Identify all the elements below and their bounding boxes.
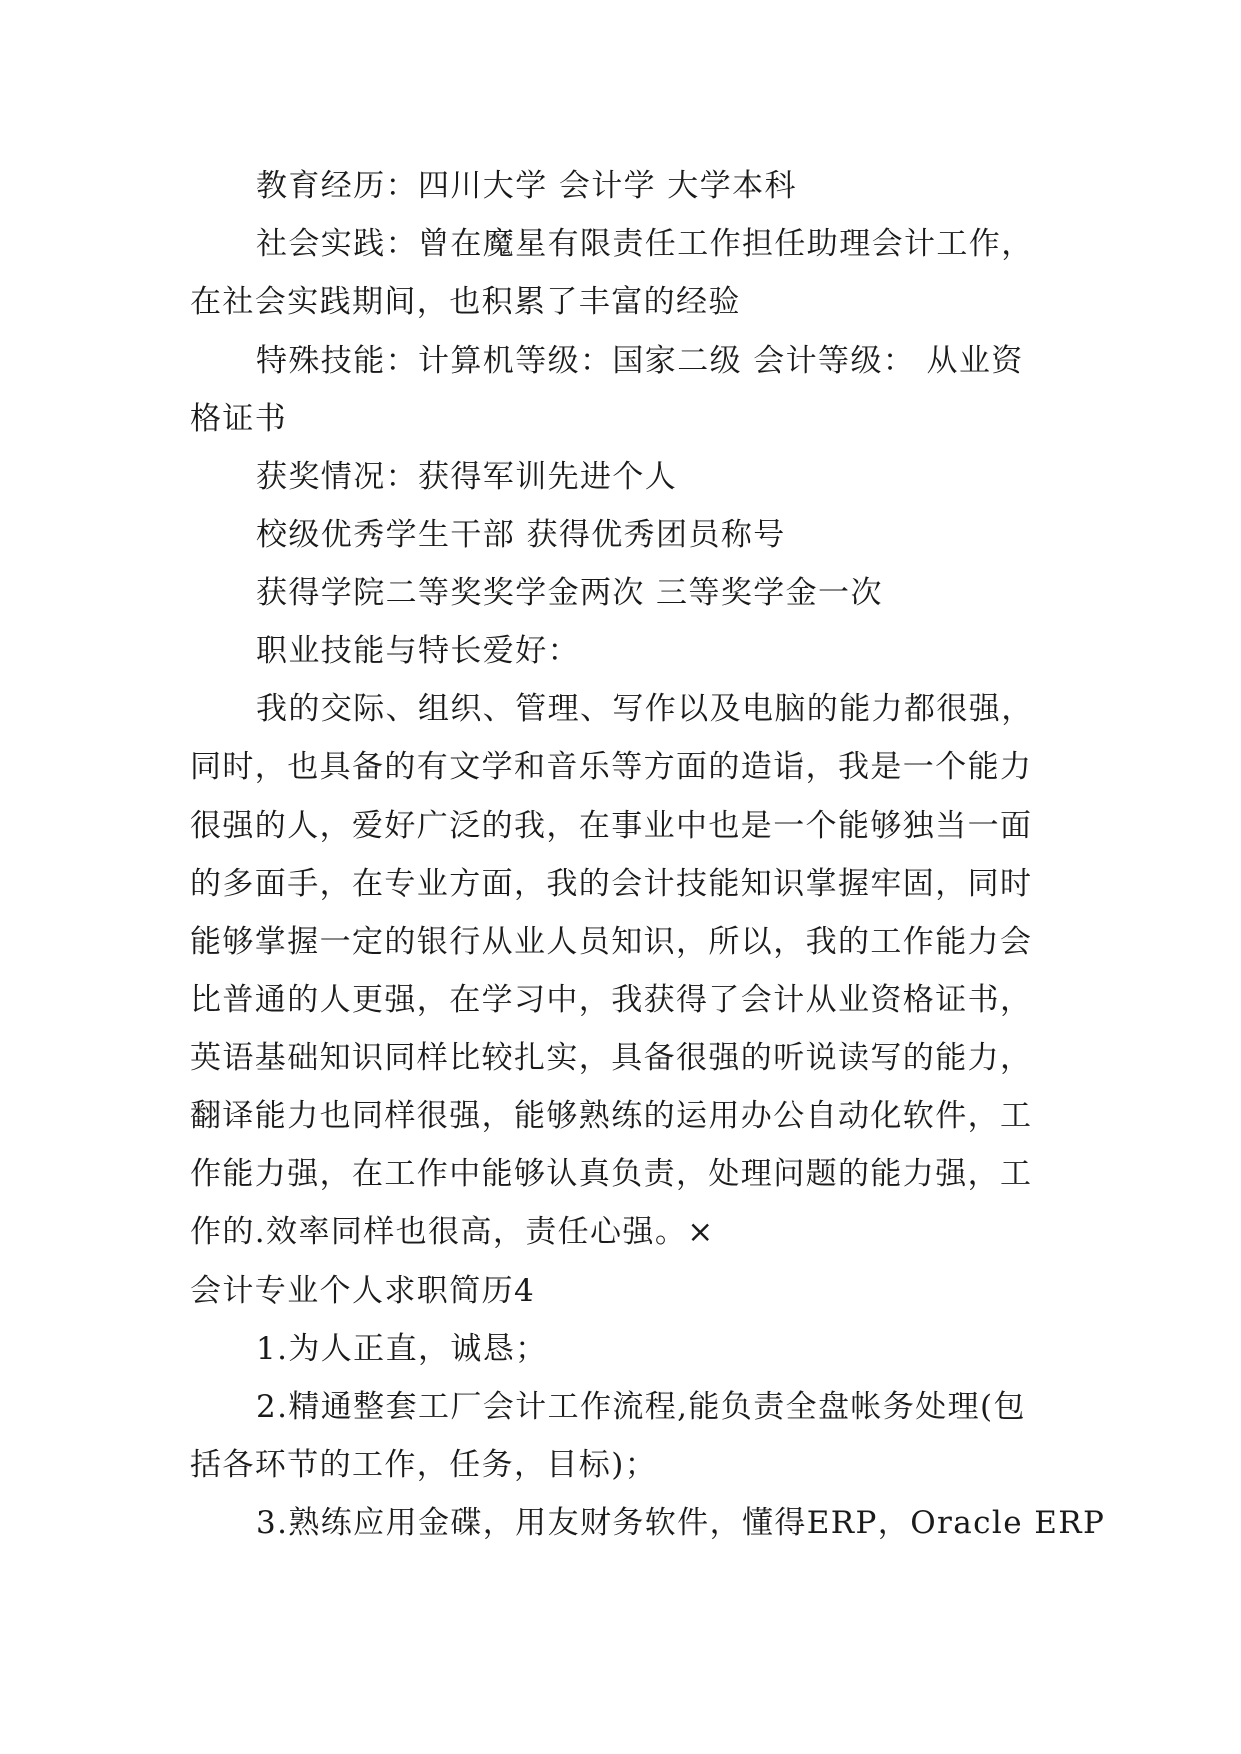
paragraph-line: 作的.效率同样也很高，责任心强。×: [190, 1214, 715, 1250]
paragraph-line: 翻译能力也同样很强，能够熟练的运用办公自动化软件，工: [190, 1098, 1033, 1134]
paragraph-line: 我的交际、组织、管理、写作以及电脑的能力都很强，: [256, 691, 1034, 727]
skills-hobbies-heading: 职业技能与特长爱好：: [256, 633, 580, 669]
paragraph-line: 比普通的人更强，在学习中，我获得了会计从业资格证书，: [190, 982, 1033, 1018]
special-skills-continuation: 格证书: [190, 401, 288, 437]
list-item: 3.熟练应用金碟，用友财务软件，懂得ERP，Oracle ERP: [256, 1505, 1106, 1541]
awards-line-3: 获得学院二等奖奖学金两次 三等奖学金一次: [256, 575, 883, 611]
awards-line-2: 校级优秀学生干部 获得优秀团员称号: [256, 517, 786, 553]
list-item: 1.为人正直，诚恳；: [256, 1331, 548, 1367]
paragraph-line: 作能力强，在工作中能够认真负责，处理问题的能力强，工: [190, 1156, 1033, 1192]
awards-line: 获奖情况：获得军训先进个人: [256, 459, 678, 495]
paragraph-line: 的多面手，在专业方面，我的会计技能知识掌握牢固，同时: [190, 866, 1033, 902]
section-title: 会计专业个人求职简历4: [190, 1273, 536, 1309]
social-practice-line: 社会实践：曾在魔星有限责任工作担任助理会计工作，: [256, 226, 1034, 262]
paragraph-line: 同时，也具备的有文学和音乐等方面的造诣，我是一个能力: [190, 749, 1033, 785]
list-item: 2.精通整套工厂会计工作流程,能负责全盘帐务处理(包: [256, 1389, 1026, 1425]
special-skills-line: 特殊技能：计算机等级：国家二级 会计等级： 从业资: [256, 343, 1024, 379]
education-line: 教育经历：四川大学 会计学 大学本科: [256, 168, 797, 204]
list-item-continuation: 括各环节的工作，任务，目标)；: [190, 1447, 658, 1483]
social-practice-continuation: 在社会实践期间，也积累了丰富的经验: [190, 284, 741, 320]
paragraph-line: 英语基础知识同样比较扎实，具备很强的听说读写的能力，: [190, 1040, 1033, 1076]
paragraph-line: 能够掌握一定的银行从业人员知识，所以，我的工作能力会: [190, 924, 1033, 960]
paragraph-line: 很强的人，爱好广泛的我，在事业中也是一个能够独当一面: [190, 808, 1033, 844]
